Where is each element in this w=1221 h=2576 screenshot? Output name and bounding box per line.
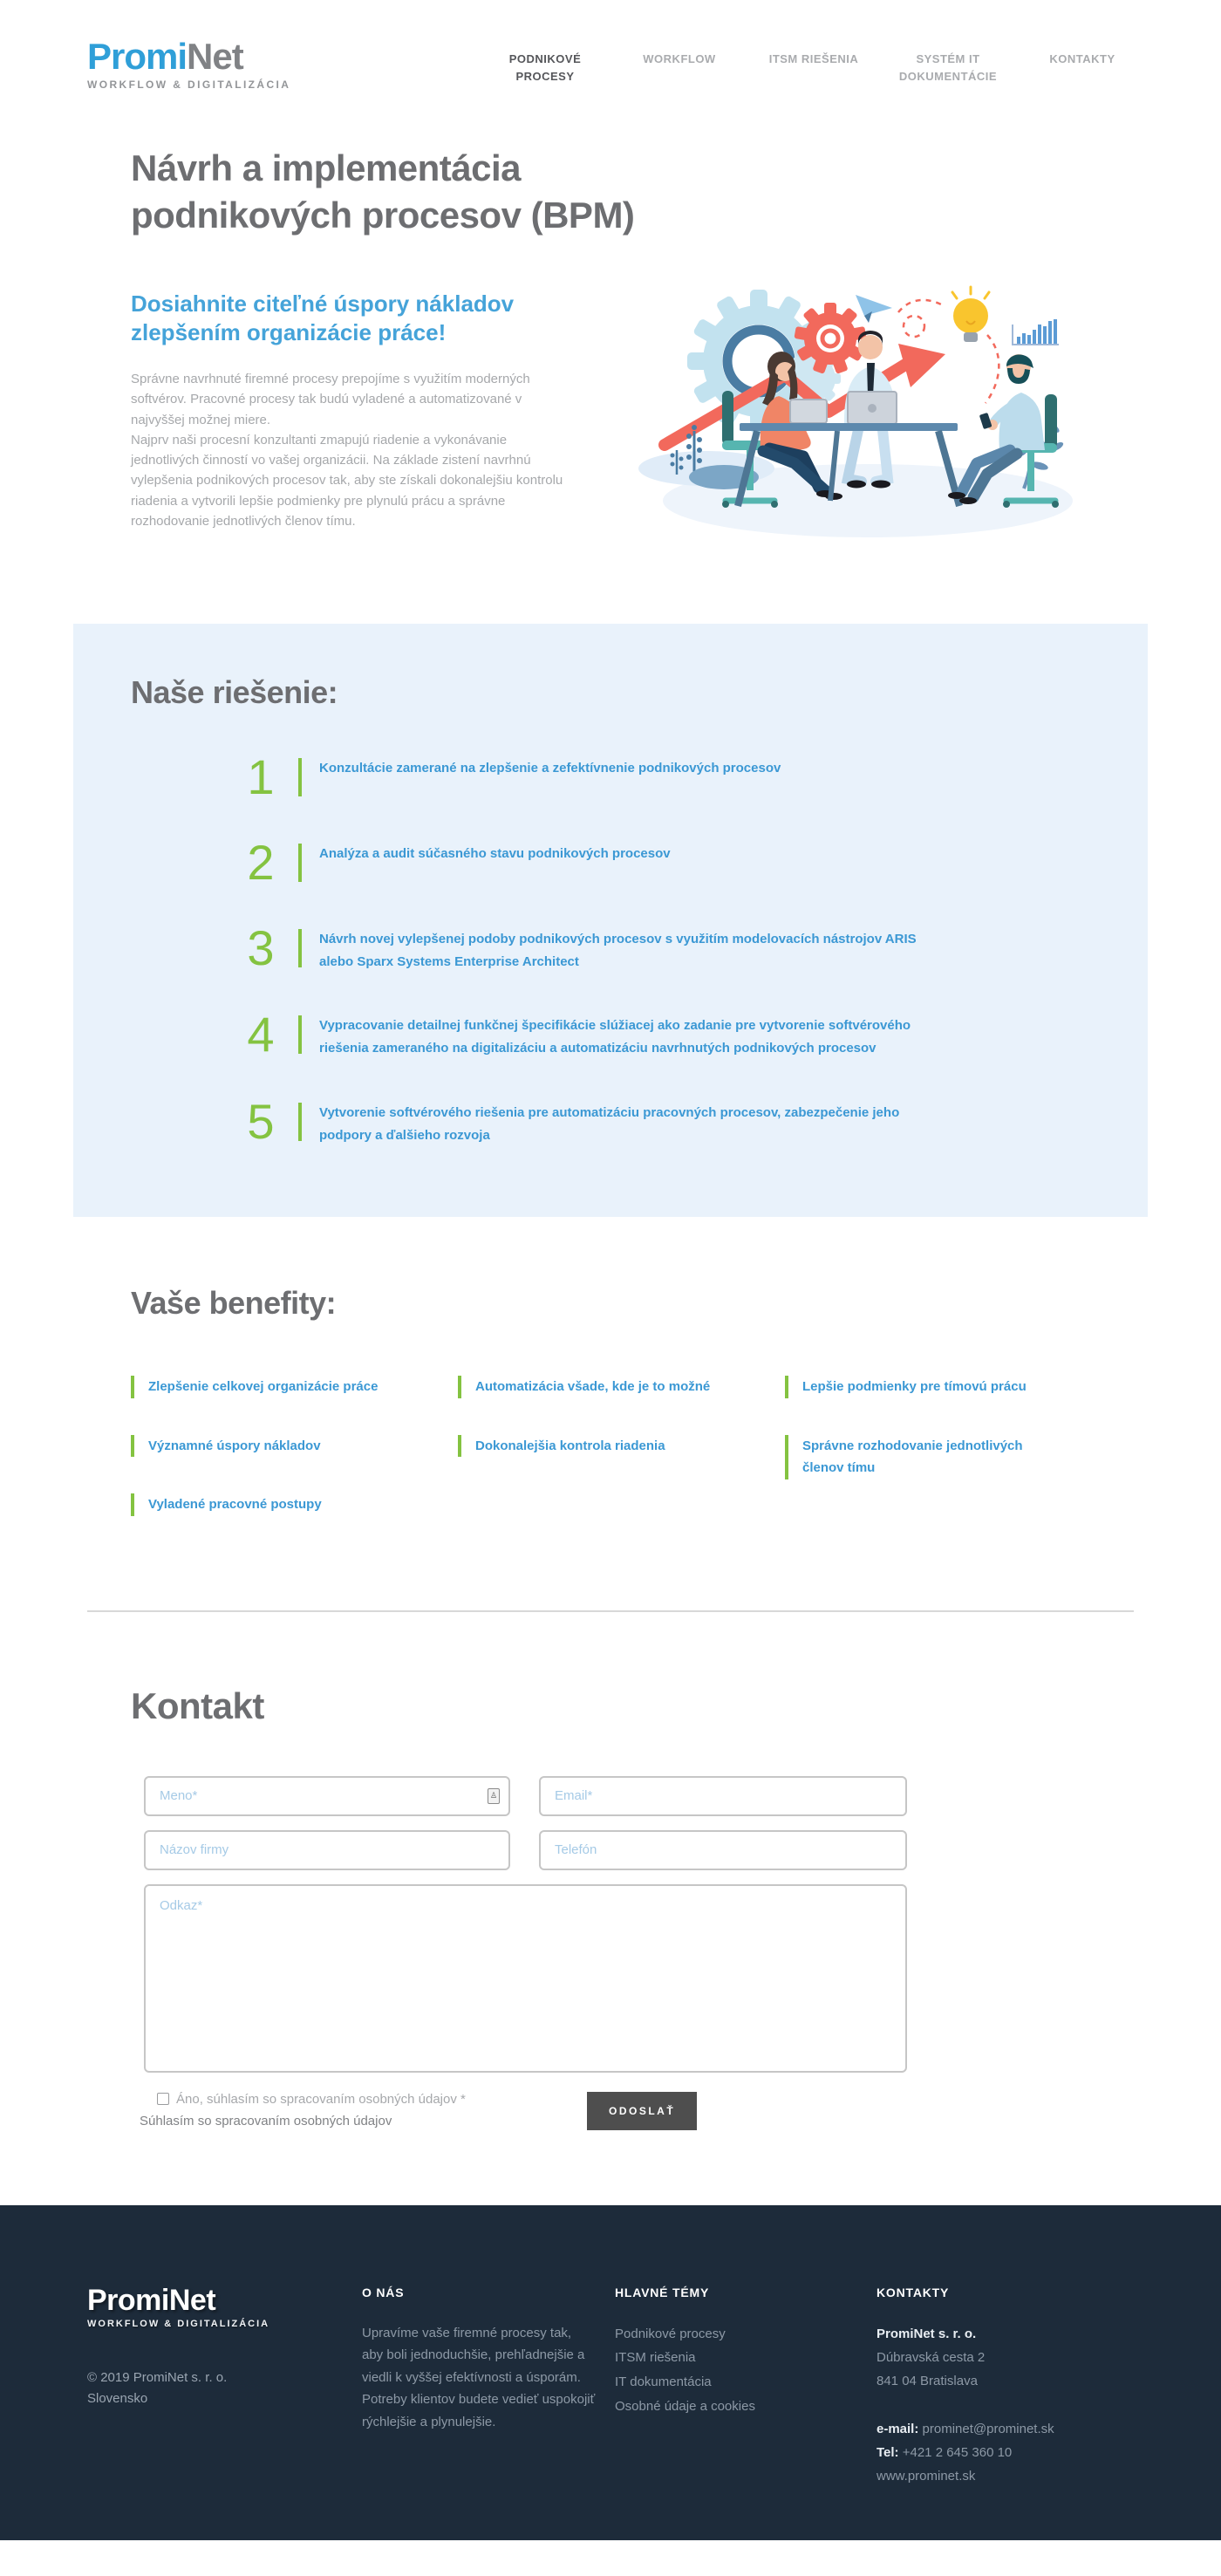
footer-link-osobne-udaje[interactable]: Osobné údaje a cookies <box>615 2398 755 2414</box>
lightbulb-icon <box>952 287 989 342</box>
nav-item-workflow[interactable]: WORKFLOW <box>643 52 716 65</box>
solution-title: Naše riešenie: <box>131 673 338 710</box>
autofill-icon: ♙ <box>488 1788 500 1804</box>
benefits-column-1 <box>131 1376 419 1553</box>
contact-section <box>87 1612 1134 2130</box>
green-bar <box>298 844 302 882</box>
footer-about-text: Upravíme vaše firemné procesy tak, aby boli jednoduchšie, prehľadnejšie a viedli k vyššej efektívnosti a úsporám. Potreby klientov budete vedieť uspokojiť rýchlejšie a plynulejšie. <box>362 2325 596 2429</box>
green-bar <box>298 929 302 967</box>
nav-item-kontakty[interactable]: KONTAKTY <box>1049 52 1115 65</box>
footer-website-link[interactable]: www.prominet.sk <box>877 2468 976 2484</box>
logo[interactable] <box>87 38 290 91</box>
hero-paragraph-1: Správne navrhnuté firemné procesy prepojíme s využitím moderných softvérov. Pracovné procesy tak budú vyladené a automatizované v najvyššej možnej miere. <box>131 372 530 427</box>
consent-block <box>140 2092 536 2128</box>
solution-number: 5 <box>247 1093 275 1149</box>
solution-number: 3 <box>247 919 275 975</box>
solution-item-5 <box>235 1093 1090 1149</box>
solution-text: Analýza a audit súčasného stavu podnikových procesov <box>319 845 671 861</box>
company-input[interactable] <box>144 1830 510 1870</box>
contact-form <box>140 1776 907 2130</box>
solution-number: 4 <box>247 1007 275 1062</box>
site-footer <box>0 2205 1221 2540</box>
green-bar <box>298 1015 302 1054</box>
phone-input[interactable] <box>539 1830 907 1870</box>
logo-tagline: WORKFLOW & DIGITALIZÁCIA <box>87 79 291 91</box>
benefit-item: Správne rozhodovanie jednotlivých členov tímu <box>785 1435 1047 1479</box>
solution-text: Vytvorenie softvérového riešenia pre automatizáciu pracovných procesov, zabezpečenie jeho podpory a ďalšieho rozvoja <box>319 1104 900 1143</box>
page-title: Návrh a implementácia podnikových procesov (BPM) <box>131 147 635 236</box>
solution-section <box>73 624 1148 1218</box>
solution-text: Vypracovanie detailnej funkčnej špecifikácie slúžiacej ako zadanie pre vytvorenie softvérového riešenia zameraného na digitalizáciu a automatizáciu navrhnutých podnikových procesov <box>319 1018 911 1056</box>
hero-paragraph-2: Najprv naši procesní konzultanti zmapujú riadenie a vykonávanie jednotlivých činností vo vašej organizácii. Na základe zistení navrhnú vylepšenia podnikových procesov tak, aby ste získali dokonalejšiu kontrolu riadenia a vytvorili lepšie podmienky pre plynulú prácu a správne rozhodovanie jednotlivých členov tímu. <box>131 432 563 529</box>
benefit-item: Automatizácia všade, kde je to možné <box>458 1376 720 1398</box>
email-input[interactable] <box>539 1776 907 1816</box>
footer-contacts <box>877 2286 1134 2488</box>
footer-brand <box>87 2283 362 2488</box>
solution-number: 2 <box>247 834 275 890</box>
site-header <box>0 0 1221 91</box>
benefit-item: Zlepšenie celkovej organizácie práce <box>131 1376 392 1398</box>
footer-tel-line: Tel: +421 2 645 360 10 <box>877 2444 1013 2460</box>
benefits-column-3 <box>785 1376 1073 1553</box>
hero-subtitle: Dosiahnite citeľné úspory nákladov zlepšením organizácie práce! <box>131 290 515 346</box>
consent-label[interactable]: Áno, súhlasím so spracovaním osobných údajov * <box>140 2092 536 2107</box>
contact-title: Kontakt <box>131 1684 264 1726</box>
footer-copyright: © 2019 PromiNet s. r. o. Slovensko <box>87 2369 228 2406</box>
benefit-item: Dokonalejšia kontrola riadenia <box>458 1435 720 1458</box>
bar-chart-icon <box>1012 319 1059 345</box>
footer-logo-tagline: WORKFLOW & DIGITALIZÁCIA <box>87 2318 270 2329</box>
footer-address-line2: 841 04 Bratislava <box>877 2373 978 2388</box>
footer-about-title: O NÁS <box>362 2285 405 2299</box>
benefits-title: Vaše benefity: <box>131 1285 337 1321</box>
main-nav <box>494 51 1134 85</box>
nav-item-system-it-dokumentacie[interactable]: SYSTÉM IT DOKUMENTÁCIE <box>898 52 998 84</box>
solution-item-1 <box>235 748 1090 804</box>
submit-button[interactable]: ODOSLAŤ <box>587 2092 697 2130</box>
footer-email-link[interactable]: prominet@prominet.sk <box>922 2421 1054 2436</box>
consent-link[interactable]: Súhlasím so spracovaním osobných údajov <box>140 2113 392 2128</box>
footer-address-line1: Dúbravská cesta 2 <box>877 2349 986 2365</box>
logo-wordmark: PromiNet <box>87 36 243 77</box>
benefits-section <box>87 1217 1134 1553</box>
benefit-item: Významné úspory nákladov <box>131 1435 392 1458</box>
footer-about <box>362 2286 615 2488</box>
solution-item-4 <box>235 1007 1090 1062</box>
footer-topics-title: HLAVNÉ TÉMY <box>615 2285 710 2299</box>
footer-topics <box>615 2286 877 2488</box>
footer-company-name: PromiNet s. r. o. <box>877 2326 977 2341</box>
footer-link-itsm-riesenia[interactable]: ITSM riešenia <box>615 2350 696 2366</box>
footer-link-it-dokumentacia[interactable]: IT dokumentácia <box>615 2374 712 2389</box>
solution-text: Konzultácie zamerané na zlepšenie a zefektívnenie podnikových procesov <box>319 760 781 776</box>
nav-item-itsm-riesenia[interactable]: ITSM RIEŠENIA <box>768 52 859 65</box>
hero-section <box>87 91 1134 556</box>
footer-email-line: e-mail: prominet@prominet.sk <box>877 2417 1134 2441</box>
consent-checkbox[interactable] <box>157 2093 169 2105</box>
footer-logo: PromiNet <box>87 2283 216 2317</box>
solution-text: Návrh novej vylepšenej podoby podnikových procesov s využitím modelovacích nástrojov ARIS alebo Sparx Systems Enterprise Architect <box>319 931 917 969</box>
green-bar <box>298 758 302 796</box>
benefit-item: Lepšie podmienky pre tímovú prácu <box>785 1376 1047 1398</box>
solution-item-2 <box>235 834 1090 890</box>
solution-item-3 <box>235 919 1090 975</box>
solution-number: 1 <box>247 748 275 804</box>
team-illustration <box>610 263 1099 556</box>
paper-plane-icon <box>856 295 892 323</box>
nav-item-podnikove-procesy[interactable]: PODNIKOVÉ PROCESY <box>508 52 582 84</box>
footer-contacts-title: KONTAKTY <box>877 2285 950 2299</box>
footer-link-podnikove-procesy[interactable]: Podnikové procesy <box>615 2326 726 2341</box>
benefit-item: Vyladené pracovné postupy <box>131 1493 392 1516</box>
name-input[interactable] <box>144 1776 510 1816</box>
message-textarea[interactable] <box>144 1884 907 2073</box>
benefits-column-2 <box>458 1376 746 1553</box>
green-bar <box>298 1103 302 1141</box>
